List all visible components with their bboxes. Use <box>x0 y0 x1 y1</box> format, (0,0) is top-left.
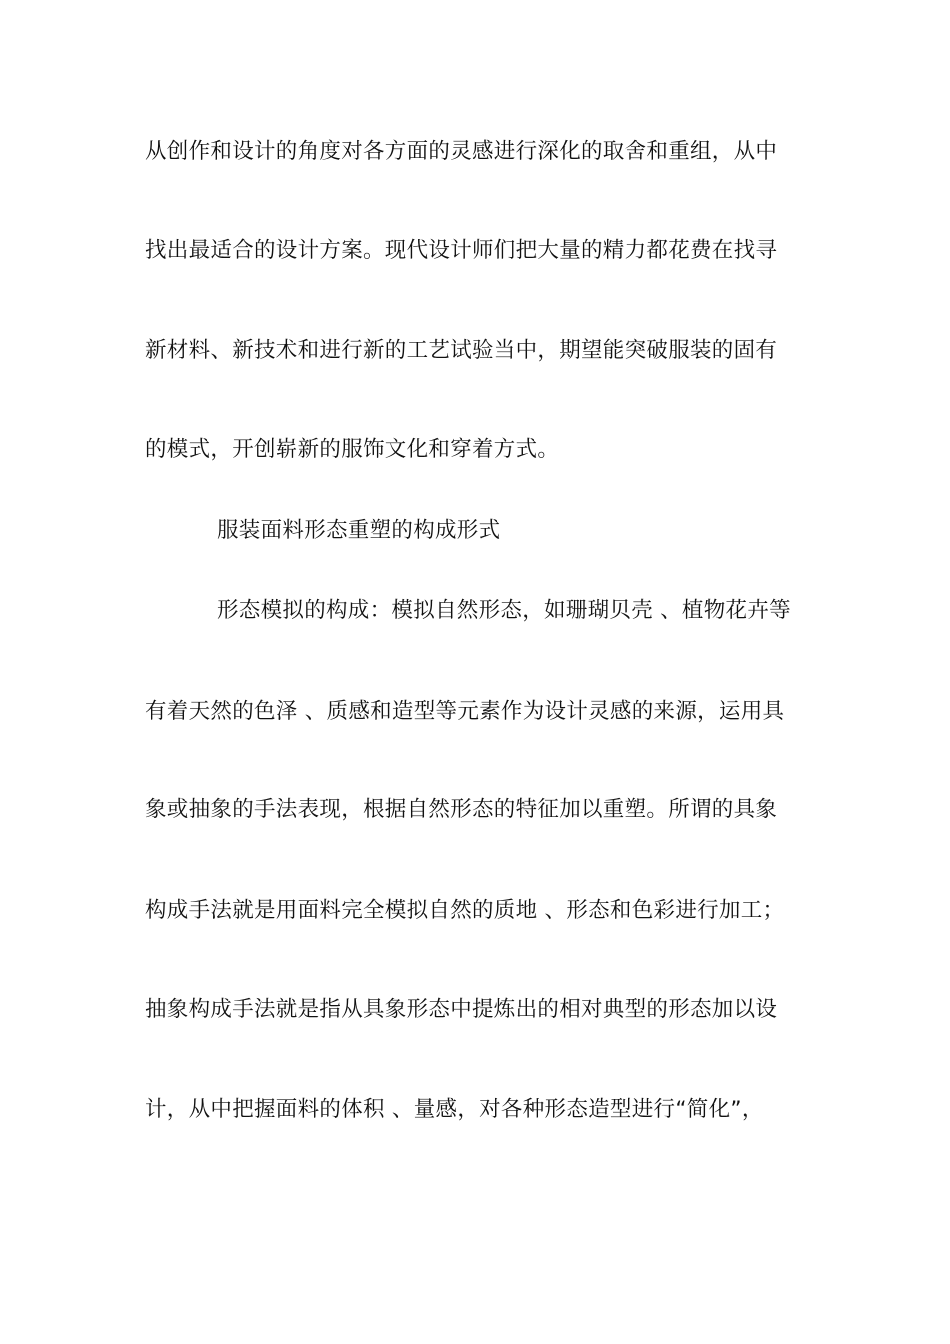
paragraph-line: 抽象构成手法就是指从具象形态中提炼出的相对典型的形态加以设 <box>145 997 778 1022</box>
paragraph-line: 计，从中把握面料的体积 、量感，对各种形态造型进行“简化”， <box>145 1097 764 1122</box>
section-heading: 服装面料形态重塑的构成形式 <box>217 518 501 543</box>
paragraph-line: 象或抽象的手法表现，根据自然形态的特征加以重塑。所谓的具象 <box>145 797 778 822</box>
paragraph-line: 构成手法就是用面料完全模拟自然的质地 、形态和色彩进行加工； <box>145 898 785 923</box>
body-text-line: 新材料、新技术和进行新的工艺试验当中，期望能突破服装的固有 <box>145 338 778 363</box>
body-text-line: 的模式，开创崭新的服饰文化和穿着方式。 <box>145 437 560 462</box>
paragraph-line: 有着天然的色泽 、质感和造型等元素作为设计灵感的来源，运用具 <box>145 699 785 724</box>
paragraph-first-line: 形态模拟的构成：模拟自然形态，如珊瑚贝壳 、植物花卉等 <box>217 598 791 623</box>
body-text-line: 从创作和设计的角度对各方面的灵感进行深化的取舍和重组，从中 <box>145 139 778 164</box>
body-text-line: 找出最适合的设计方案。现代设计师们把大量的精力都花费在找寻 <box>145 238 778 263</box>
